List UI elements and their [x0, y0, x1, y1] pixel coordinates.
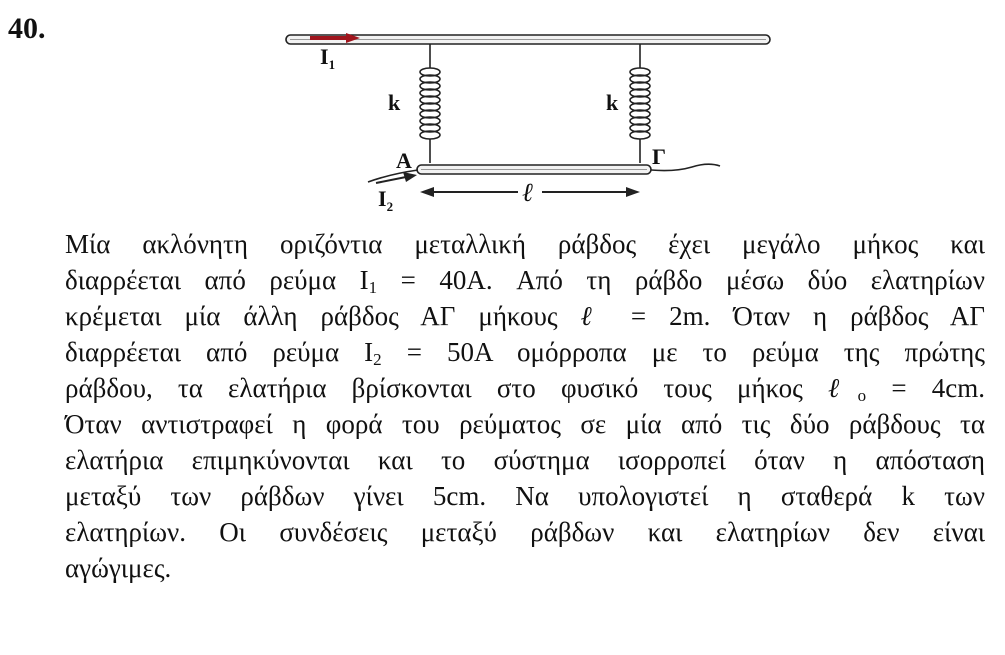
label-i2: $I_2$ — [378, 186, 394, 214]
problem-text — [65, 226, 985, 586]
text-line: ελατηρίων. Οι συνδέσεις μεταξύ ράβδων και ελατηρίων δεν είναι — [65, 517, 985, 547]
text-line: Όταν αντιστραφεί η φορά του ρεύματος σε μία από τις δύο ράβδους τα — [65, 409, 985, 439]
text-line: μεταξύ των ράβδων γίνει 5cm. Να υπολογιστεί η σταθερά k των — [65, 481, 985, 511]
label-gamma: Γ — [652, 144, 666, 169]
top-rod — [286, 35, 770, 44]
spring-left — [420, 44, 440, 163]
physics-figure — [280, 20, 780, 215]
text-line: διαρρέεται από ρεύμα $I_1 = 40A$. Από τη ράβδο μέσω δύο ελατηρίων — [65, 265, 985, 297]
label-k-right: k — [606, 90, 619, 115]
label-length: ℓ — [522, 178, 533, 207]
spring-right — [630, 44, 650, 163]
lower-rod — [417, 165, 651, 174]
text-line: αγώγιμες. — [65, 553, 172, 583]
text-line: ελατήρια επιμηκύνονται και το σύστημα ισορροπεί όταν η απόσταση — [65, 445, 985, 475]
label-k-left: k — [388, 90, 401, 115]
text-line: κρέμεται μία άλλη ράβδος ΑΓ μήκους ℓ = 2m. Όταν η ράβδος ΑΓ — [65, 301, 985, 331]
text-line: διαρρέεται από ρεύμα $I_2 = 50A$ ομόρροπα με το ρεύμα της πρώτης — [65, 337, 985, 369]
text-line: ράβδου, τα ελατήρια βρίσκονται στο φυσικό τους μήκος ℓ$_o$ = 4cm. — [65, 373, 985, 405]
label-a: A — [396, 148, 412, 173]
problem-number: 40. — [8, 12, 46, 45]
label-i1: $I_1$ — [320, 44, 336, 72]
text-line: Μία ακλόνητη οριζόντια μεταλλική ράβδος έχει μεγάλο μήκος και — [65, 229, 985, 259]
